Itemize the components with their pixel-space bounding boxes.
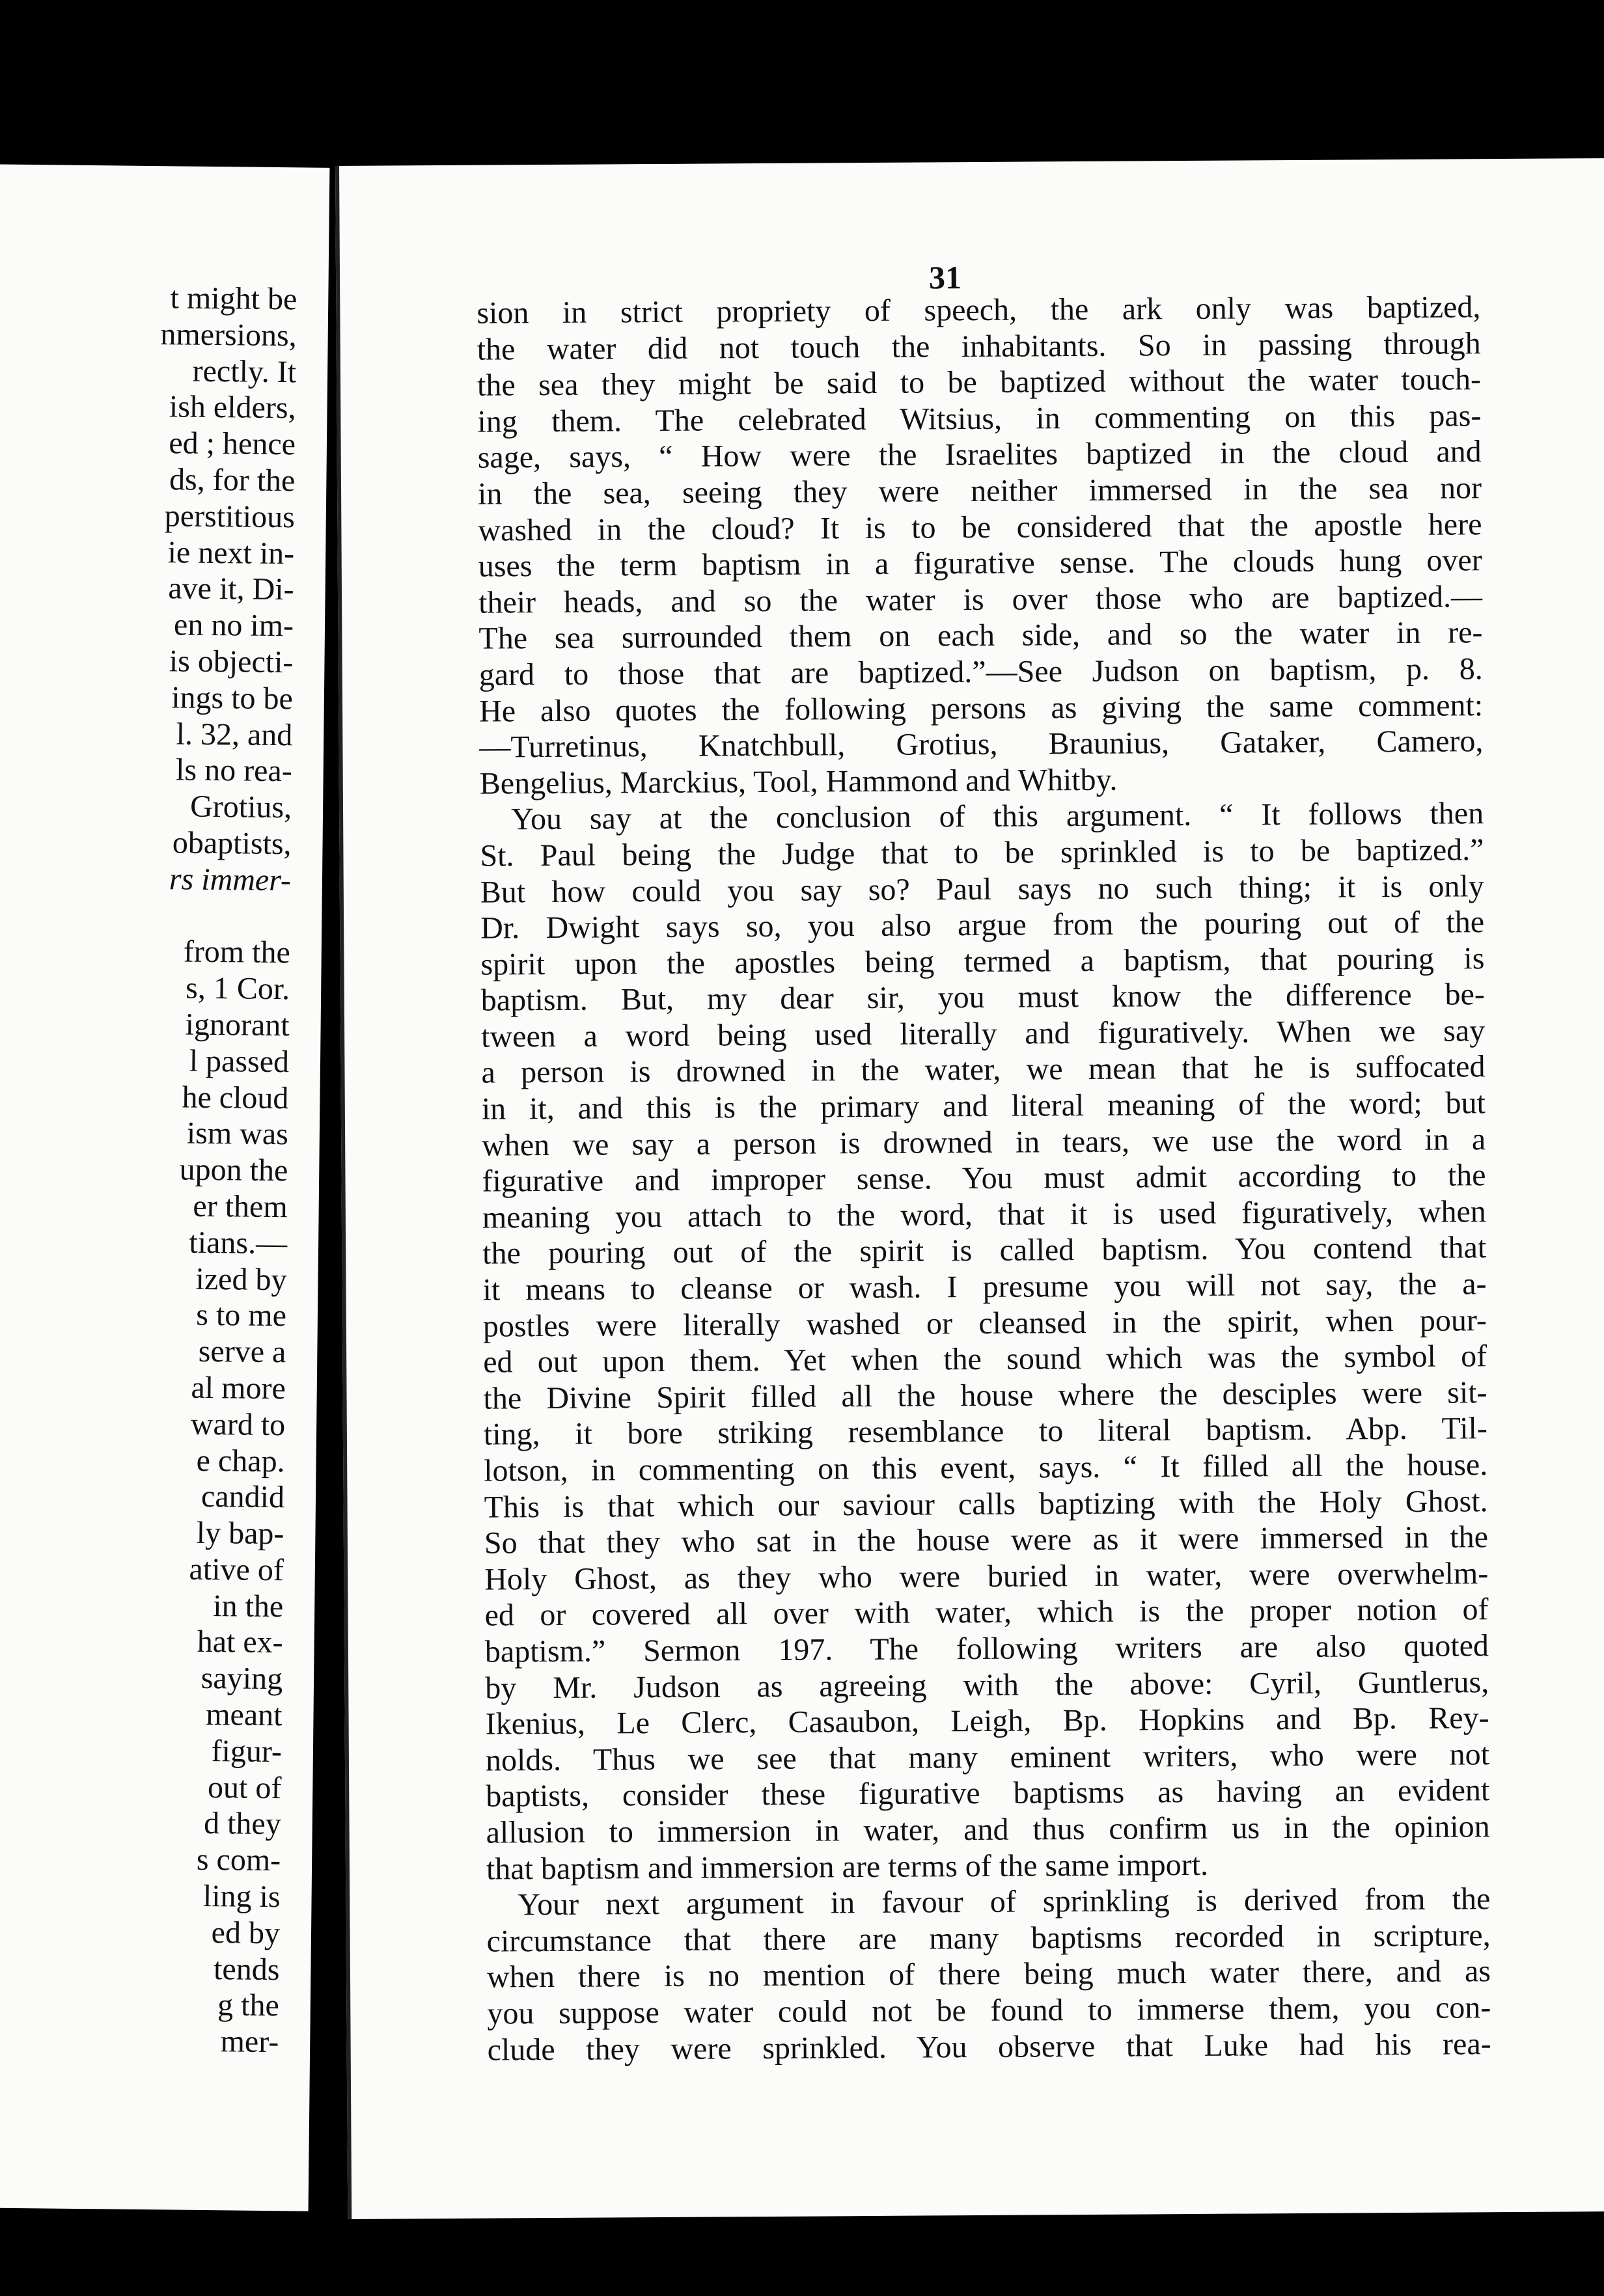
left-page-line: s, 1 Cor.: [185, 970, 290, 1007]
text-line: you suppose water could not be found to immerse them, you con-: [487, 1990, 1491, 2031]
text-line: spirit upon the apostles being termed a baptism, that pouring is: [480, 940, 1485, 982]
left-page-line: ie next in-: [167, 534, 295, 571]
left-page-line: rs immer-: [169, 862, 292, 898]
left-page-line: saying: [200, 1661, 283, 1697]
text-line: the Divine Spirit filled all the house where the desciples were sit-: [483, 1375, 1487, 1416]
left-page-line: ly bap-: [196, 1515, 284, 1551]
left-page-line: ave it, Di-: [168, 571, 294, 607]
text-line: uses the term baptism in a figurative sense. The clouds hung over: [478, 543, 1482, 584]
left-page-line: ls no rea-: [175, 752, 292, 789]
text-line: baptism.” Sermon 197. The following writers are also quoted: [484, 1628, 1489, 1669]
left-page-line: ignorant: [185, 1007, 290, 1043]
text-line: You say at the conclusion of this argument. “ It follows then: [510, 796, 1484, 837]
text-line: The sea surrounded them on each side, and so the water in re-: [478, 615, 1483, 657]
text-line: when we say a person is drowned in tears, we use the word in a: [482, 1121, 1486, 1163]
body-text: [477, 289, 1491, 2068]
text-line: nolds. Thus we see that many eminent writers, who were not: [485, 1736, 1490, 1778]
left-page-line: ds, for the: [169, 462, 296, 499]
left-page-line: in the: [213, 1588, 284, 1624]
text-line: But how could you say so? Paul says no such thing; it is only: [480, 868, 1484, 910]
text-line: washed in the cloud? It is to be considered that the apostle here: [478, 506, 1482, 548]
text-line: baptists, consider these figurative baptisms as having an evident: [486, 1773, 1490, 1814]
left-page-line: figur-: [211, 1733, 283, 1770]
text-line: tween a word being used literally and figuratively. When we say: [481, 1013, 1486, 1054]
text-line: ed or covered all over with water, which is the proper notion of: [484, 1592, 1489, 1633]
text-line: lotson, in commenting on this event, says. “ It filled all the house.: [484, 1447, 1488, 1488]
left-page-line: mer-: [220, 2024, 279, 2060]
left-page-line: hat ex-: [197, 1624, 283, 1660]
text-line: that baptism and immersion are terms of the same import.: [486, 1847, 1209, 1887]
left-page-line: l. 32, and: [176, 717, 293, 752]
left-page-line: ed by: [211, 1915, 281, 1951]
text-line: Dr. Dwight says so, you also argue from the pouring out of the: [480, 905, 1485, 946]
left-page-line: ism was: [186, 1115, 289, 1152]
text-line: postles were literally washed or cleansed in the spirit, when pour-: [482, 1302, 1487, 1344]
text-line: the pouring out of the spirit is called baptism. You contend that: [482, 1230, 1487, 1272]
text-line: it means to cleanse or wash. I presume you will not say, the a-: [482, 1266, 1487, 1307]
text-line: Ikenius, Le Clerc, Casaubon, Leigh, Bp. Hopkins and Bp. Rey-: [485, 1701, 1489, 1742]
text-line: allusion to immersion in water, and thus confirm us in the opinion: [486, 1809, 1490, 1850]
text-line: Bengelius, Marckius, Tool, Hammond and Whitby.: [479, 762, 1118, 801]
left-page-line: e chap.: [196, 1443, 285, 1479]
text-line: This is that which our saviour calls baptizing with the Holy Ghost.: [484, 1483, 1488, 1525]
left-page-line: ed ; hence: [169, 426, 296, 462]
text-line: sage, says, “ How were the Israelites baptized in the cloud and: [477, 434, 1482, 476]
text-line: meaning you attach to the word, that it is used figuratively, when: [482, 1194, 1487, 1235]
left-page-line: tians.—: [189, 1225, 288, 1261]
text-line: gard to those that are baptized.”—See Judson on baptism, p. 8.: [478, 651, 1483, 692]
left-page-line: nmersions,: [160, 316, 297, 353]
left-page-line: al more: [191, 1370, 286, 1406]
text-line: their heads, and so the water is over those who are baptized.—: [478, 579, 1483, 620]
left-page-line: ative of: [189, 1551, 284, 1588]
left-page-line: s com-: [196, 1842, 281, 1878]
left-page-line: l passed: [189, 1043, 290, 1080]
left-page-line: [154, 897, 291, 935]
text-line: ting, it bore striking resemblance to literal baptism. Abp. Til-: [483, 1411, 1488, 1453]
text-line: the sea they might be said to be baptized without the water touch-: [477, 362, 1482, 403]
left-page-line: s to me: [196, 1298, 287, 1333]
left-page-line: he cloud: [182, 1080, 289, 1115]
page-number: 31: [928, 259, 962, 296]
left-page-line: obaptists,: [172, 825, 292, 862]
text-line: clude they were sprinkled. You observe that Luke had his rea-: [487, 2026, 1491, 2068]
text-line: circumstance that there are many baptisms recorded in scripture,: [486, 1917, 1491, 1959]
left-page-line: d they: [203, 1806, 282, 1842]
right-page: [335, 158, 1604, 2219]
left-page-line: from the: [183, 934, 291, 970]
left-page-line: g the: [217, 1988, 280, 2023]
left-page-line: ized by: [195, 1261, 287, 1297]
left-page-line: ings to be: [171, 680, 294, 717]
text-line: He also quotes the following persons as giving the same comment:: [478, 687, 1484, 729]
left-page-line: Grotius,: [189, 789, 292, 825]
left-page-line: ish elders,: [169, 389, 296, 426]
text-line: ed out upon them. Yet when the sound which was the symbol of: [483, 1339, 1487, 1380]
text-line: —Turretinus, Knatchbull, Grotius, Braunius, Gataker, Camero,: [479, 724, 1484, 765]
text-line: when there is no mention of there being much water there, and as: [486, 1954, 1491, 1995]
text-line: Holy Ghost, as they who were buried in water, were overwhelm-: [484, 1556, 1489, 1597]
left-page-line: serve a: [198, 1333, 286, 1370]
left-page-line: ward to: [190, 1406, 286, 1442]
text-line: figurative and improper sense. You must admit according to the: [482, 1158, 1486, 1199]
text-line: by Mr. Judson as agreeing with the above: Cyril, Guntlerus,: [485, 1664, 1489, 1706]
left-page-line: en no im-: [173, 607, 294, 644]
text-line: in the sea, seeing they were neither immersed in the sea nor: [477, 471, 1482, 512]
left-page-line: ling is: [202, 1879, 281, 1915]
left-page-line: rectly. It: [192, 353, 297, 389]
left-page-text: [143, 280, 297, 2060]
left-page-line: upon the: [179, 1152, 288, 1188]
text-line: baptism. But, my dear sir, you must know the difference be-: [480, 977, 1485, 1018]
left-page-line: er them: [193, 1188, 288, 1225]
left-page-line: is objecti-: [169, 644, 294, 680]
left-page-line: out of: [207, 1770, 282, 1805]
left-page-line: tends: [213, 1951, 280, 1987]
left-page-line: meant: [205, 1697, 283, 1733]
text-line: St. Paul being the Judge that to be sprinkled is to be baptized.”: [480, 832, 1484, 873]
left-page-line: perstitious: [164, 499, 296, 535]
left-page-line: t might be: [170, 280, 297, 317]
left-page-line: candid: [200, 1479, 285, 1515]
text-line: Your next argument in favour of sprinkling is derived from the: [518, 1881, 1491, 1922]
text-line: a person is drowned in the water, we mean that he is suffocated: [481, 1049, 1486, 1091]
text-line: in it, and this is the primary and literal meaning of the word; but: [481, 1086, 1486, 1127]
text-line: sion in strict propriety of speech, the ark only was baptized,: [477, 290, 1481, 331]
left-page: [0, 164, 329, 2211]
text-line: the water did not touch the inhabitants. So in passing through: [477, 325, 1481, 367]
text-line: So that they who sat in the house were as it were immersed in the: [484, 1520, 1489, 1561]
text-line: ing them. The celebrated Witsius, in commenting on this pas-: [477, 398, 1482, 439]
